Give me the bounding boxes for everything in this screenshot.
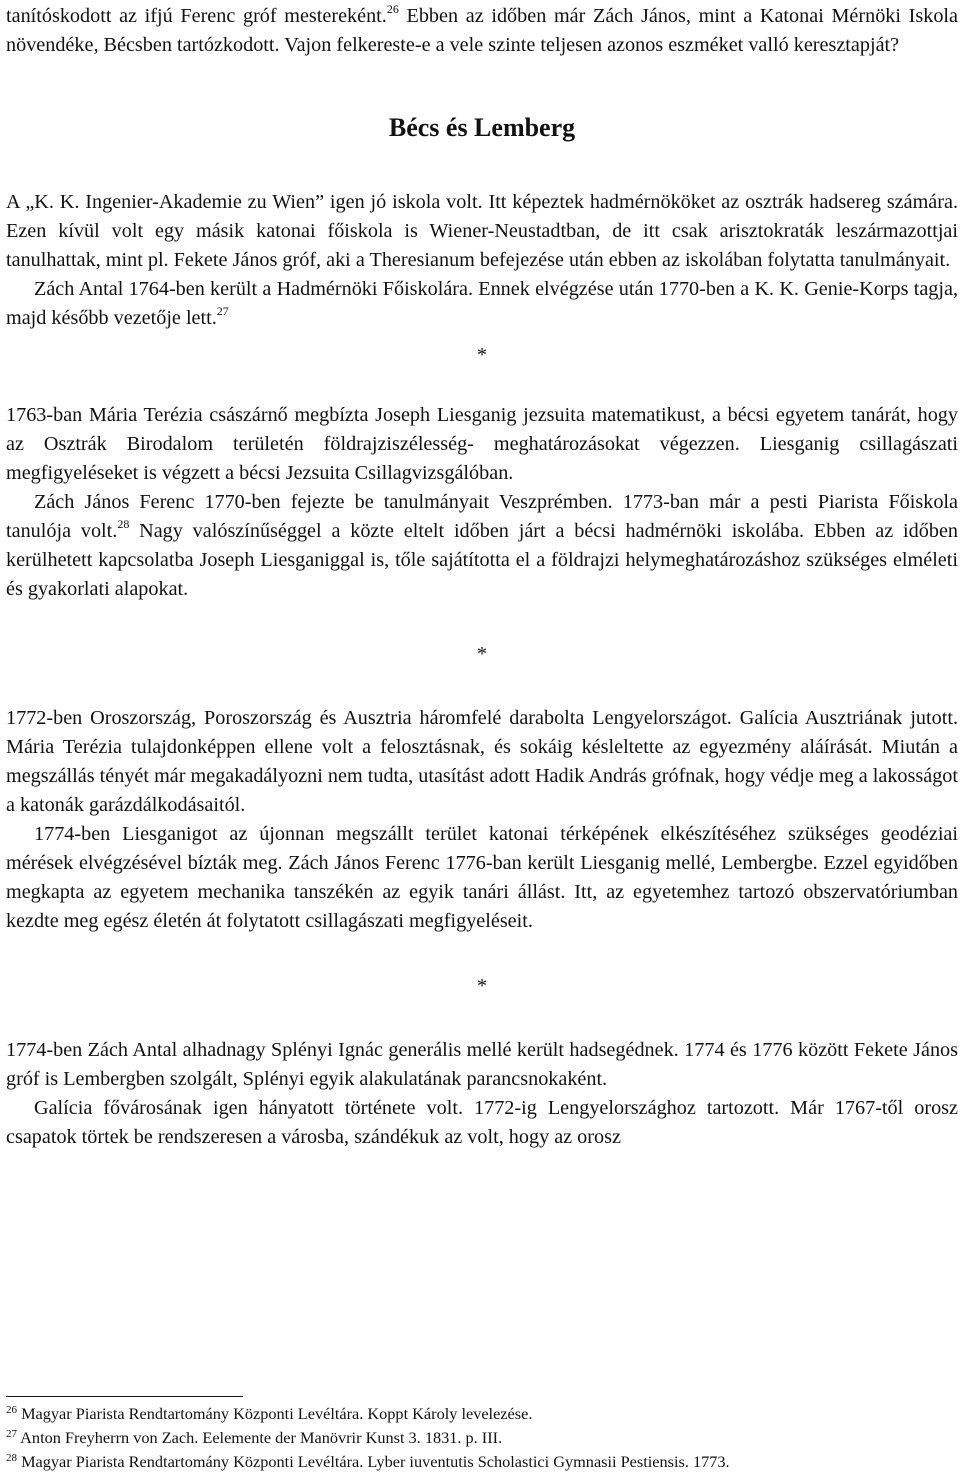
section-title: Bécs és Lemberg	[388, 113, 576, 142]
footnote-number: 26	[6, 1404, 17, 1416]
paragraph-text: tanítóskodott az ifjú Ferenc gróf mestereként.	[6, 5, 387, 27]
footnote-27	[6, 1428, 502, 1448]
paragraph-intro	[6, 2, 958, 60]
footnote-text: Magyar Piarista Rendtartomány Központi Levéltára. Lyber iuventutis Scholastici Gymnasii Pestiensis. 1773.	[17, 1452, 730, 1471]
section-separator-star: *	[477, 643, 487, 665]
paragraph-partition: 1772-ben Oroszország, Poroszország és Ausztria háromfelé darabolta Lengyelországot. Galícia Ausztriának jutott. Mária Terézia tulajdonképpen ellene volt a felosztásnak, és sokáig késleltette az egyezmény aláírását. Miután a megszállás tényét már megakadályozni nem tudta, utasítást adott Hadik András grófnak, hogy védje meg a lakosságot a katonák garázdálkodásaitól.	[6, 707, 958, 816]
section-separator-star: *	[477, 975, 487, 997]
paragraph-text: Ebben az időben már Zách János, mint a Katonai Mérnöki Iskola növendéke, Bécsben tartózkodott. Vajon felkereste-e a vele szinte teljesen azonos eszméket valló keresztapját?	[6, 5, 958, 56]
paragraph-galicia: Galícia fővárosának igen hányatott története volt. 1772-ig Lengyelországhoz tartozott. Már 1767-től orosz csapatok törtek be rendszeresen a városba, szándékuk az volt, hogy az orosz	[6, 1097, 958, 1148]
footnote-ref-27[interactable]: 27	[216, 304, 229, 318]
paragraph-splenyi: 1774-ben Zách Antal alhadnagy Splényi Ignác generális mellé került hadsegédnek. 1774 és 1776 között Fekete János gróf is Lembergben szolgált, Splényi egyik alakulatának parancsnokaként.	[6, 1039, 958, 1090]
footnote-text: Magyar Piarista Rendtartomány Központi Levéltára. Koppt Károly levelezése.	[17, 1404, 533, 1423]
paragraph-lemberg-survey: 1774-ben Liesganigot az újonnan megszállt terület katonai térképének elkészítéséhez szükséges geodéziai mérések elvégzésével bízták meg. Zách János Ferenc 1776-ban került Liesganig mellé, Lembergbe. Ezzel egyidőben megkapta az egyetem mechanika tanszékén az egyik tanári állást. Itt, az egyetemhez tartozó obszervatóriumban kezdte meg egész életén át folytatott csillagászati megfigyeléseit.	[6, 823, 958, 932]
paragraph-academy: A „K. K. Ingenier-Akademie zu Wien” igen jó iskola volt. Itt képeztek hadmérnököket az osztrák hadsereg számára. Ezen kívül volt egy másik katonai főiskola is Wiener-Neustadtban, de itt csak arisztokraták leszármazottjai tanulhattak, mint pl. Fekete János gróf, aki a Theresianum befejezése után ebben az iskolában folytatta tanulmányait.	[6, 191, 958, 271]
footnote-number: 27	[6, 1428, 17, 1440]
footnote-divider	[6, 1396, 243, 1397]
footnote-ref-26[interactable]: 26	[386, 2, 399, 16]
paragraph-text: Zách Antal 1764-ben került a Hadmérnöki Főiskolára. Ennek elvégzése után 1770-ben a K. K. Genie-Korps tagja, majd később vezetője lett.	[6, 278, 958, 329]
section-separator-star: *	[477, 344, 487, 366]
paragraph-text: Zách János Ferenc 1770-ben fejezte be tanulmányait Veszprémben. 1773-ban már a pesti Piarista Főiskola tanulója volt.	[6, 491, 958, 542]
paragraph-zach-antal	[6, 275, 958, 333]
footnote-text: Anton Freyherrn von Zach. Eelemente der Manövrir Kunst 3. 1831. p. III.	[17, 1428, 503, 1447]
footnote-number: 28	[6, 1452, 17, 1464]
paragraph-liesganig: 1763-ban Mária Terézia császárnő megbízta Joseph Liesganig jezsuita matematikust, a bécsi egyetem tanárát, hogy az Osztrák Birodalom területén földrajziszélesség- meghatározásokat végezzen. Liesganig csillagászati megfigyeléseket is végzett a bécsi Jezsuita Csillagvizsgálóban.	[6, 404, 958, 484]
paragraph-text: Nagy valószínűséggel a közte eltelt időben járt a bécsi hadmérnöki iskolába. Ebben az időben kerülhetett kapcsolatba Joseph Liesganiggal is, tőle sajátította el a földrajzi helymeghatározáshoz szükséges elméleti és gyakorlati alapokat.	[6, 520, 958, 600]
footnote-ref-28[interactable]: 28	[117, 517, 130, 531]
footnote-26	[6, 1404, 532, 1424]
page-body	[6, 0, 958, 1152]
paragraph-zach-janos	[6, 488, 958, 604]
footnote-28	[6, 1452, 730, 1472]
